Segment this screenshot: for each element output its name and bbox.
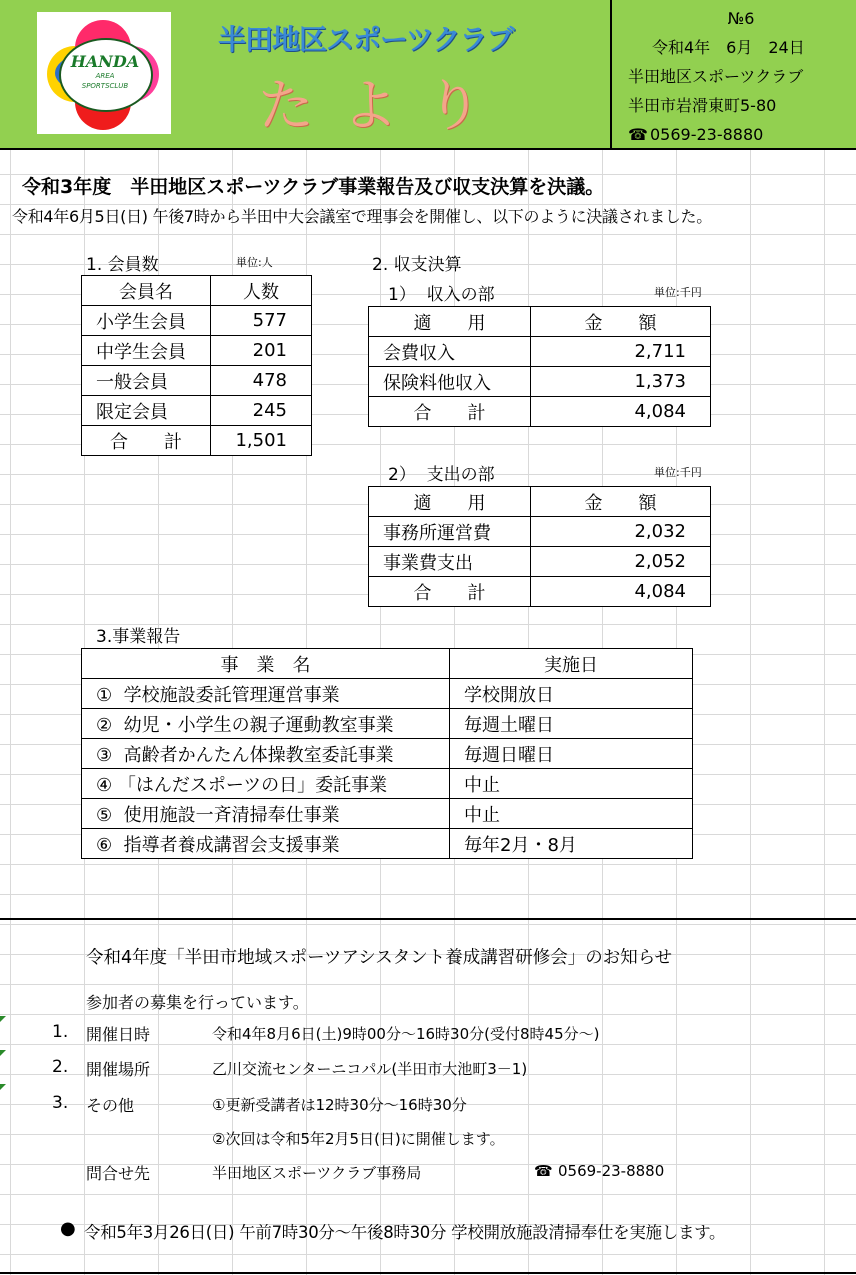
logo-text-sub: AREA <box>95 72 115 80</box>
notice-item-value: 乙川交流センターニコパル(半田市大池町3－1) <box>212 1060 528 1078</box>
club-name: 半田地区スポーツクラブ <box>218 23 514 56</box>
table-row: ③ 高齢者かんたん体操教室委託事業 毎週日曜日 <box>82 739 693 769</box>
expense-heading: 2） 支出の部 <box>388 465 495 485</box>
cell-marker <box>0 1016 6 1022</box>
income-unit: 単位:千円 <box>654 286 702 299</box>
notice-extra: ②次回は令和5年2月5日(日)に開催します。 <box>212 1130 505 1148</box>
org-address: 半田市岩滑東町5-80 <box>628 96 777 115</box>
table-row: 保険料他収入 1,373 <box>369 367 711 397</box>
notice-item-label: その他 <box>86 1096 135 1115</box>
table-row: ⑤ 使用施設一斉清掃奉仕事業 中止 <box>82 799 693 829</box>
members-table <box>81 275 312 456</box>
members-unit: 単位:人 <box>236 256 273 269</box>
header-banner <box>0 0 856 150</box>
notice-item-label: 開催日時 <box>86 1025 151 1044</box>
table-row: 事業費支出 2,052 <box>369 547 711 577</box>
projects-heading: 3.事業報告 <box>96 627 181 647</box>
notice-item-label: 開催場所 <box>86 1060 151 1079</box>
column-header: 金 額 <box>531 487 711 517</box>
budget-heading: 2. 収支決算 <box>372 255 462 275</box>
expense-table <box>368 486 711 607</box>
logo-text-sub: SPORTSCLUB <box>81 82 129 90</box>
table-header-row <box>369 307 711 337</box>
table-row: 中学生会員 201 <box>82 336 312 366</box>
table-row: 一般会員 478 <box>82 366 312 396</box>
column-header: 適 用 <box>369 487 531 517</box>
column-header: 実施日 <box>450 649 693 679</box>
table-header-row <box>369 487 711 517</box>
table-header-row <box>82 276 312 306</box>
income-heading: 1） 収入の部 <box>388 285 495 305</box>
telephone-icon: ☎ <box>534 1162 553 1180</box>
telephone-icon: ☎ <box>628 125 648 144</box>
column-header: 適 用 <box>369 307 531 337</box>
income-table <box>368 306 711 427</box>
table-row: ② 幼児・小学生の親子運動教室事業 毎週土曜日 <box>82 709 693 739</box>
column-header: 人数 <box>211 276 312 306</box>
notice-item-num: 2. <box>52 1057 69 1077</box>
contact-phone: ☎ 0569-23-8880 <box>534 1162 665 1180</box>
notice-recruit: 参加者の募集を行っています。 <box>86 993 309 1012</box>
table-row: ⑥ 指導者養成講習会支援事業 毎年2月・8月 <box>82 829 693 859</box>
section-divider <box>0 918 856 920</box>
newsletter-title: たより <box>258 74 510 139</box>
notice-title: 令和4年度「半田市地域スポーツアシスタント養成講習研修会」のお知らせ <box>86 948 673 968</box>
table-row: 限定会員 245 <box>82 396 312 426</box>
logo-text-main: HANDA <box>70 52 140 71</box>
contact-label: 問合せ先 <box>86 1164 151 1183</box>
column-header: 事 業 名 <box>82 649 450 679</box>
notice-item-num: 3. <box>52 1093 69 1113</box>
page-bottom-border <box>0 1272 856 1274</box>
column-header: 会員名 <box>82 276 211 306</box>
table-row: ④ 「はんだスポーツの日」委託事業 中止 <box>82 769 693 799</box>
bullet-icon: ● <box>60 1218 76 1239</box>
projects-table <box>81 648 693 859</box>
members-heading: 1. 会員数 <box>86 255 159 275</box>
org-phone: ☎ 0569-23-8880 <box>612 120 856 149</box>
intro-text: 令和4年6月5日(日) 午後7時から半田中大会議室で理事会を開催し、以下のように決議されました。 <box>12 207 712 226</box>
table-row: 事務所運営費 2,032 <box>369 517 711 547</box>
column-header: 金 額 <box>531 307 711 337</box>
cell-marker <box>0 1084 6 1090</box>
table-row: 会費収入 2,711 <box>369 337 711 367</box>
table-total-row: 合 計 1,501 <box>82 426 312 456</box>
notice-item-num: 1. <box>52 1022 69 1042</box>
club-logo <box>37 12 171 134</box>
table-row: 小学生会員 577 <box>82 306 312 336</box>
org-name: 半田地区スポーツクラブ <box>628 67 804 86</box>
issue-number: №6 <box>727 9 755 28</box>
table-total-row: 合 計 4,084 <box>369 577 711 607</box>
header-info <box>612 4 856 149</box>
notice-item-value: ①更新受講者は12時30分～16時30分 <box>212 1096 467 1114</box>
issue-date: 令和4年 6月 24日 <box>652 38 805 57</box>
cell-marker <box>0 1050 6 1056</box>
headline: 令和3年度 半田地区スポーツクラブ事業報告及び収支決算を決議。 <box>22 176 605 198</box>
contact-org: 半田地区スポーツクラブ事務局 <box>212 1164 422 1182</box>
expense-unit: 単位:千円 <box>654 466 702 479</box>
footer-notice: 令和5年3月26日(日) 午前7時30分～午後8時30分 学校開放施設清掃奉仕を実施します。 <box>84 1223 726 1242</box>
table-header-row <box>82 649 693 679</box>
notice-item-value: 令和4年8月6日(土)9時00分～16時30分(受付8時45分～) <box>212 1025 600 1043</box>
table-row: ① 学校施設委託管理運営事業 学校開放日 <box>82 679 693 709</box>
table-total-row: 合 計 4,084 <box>369 397 711 427</box>
